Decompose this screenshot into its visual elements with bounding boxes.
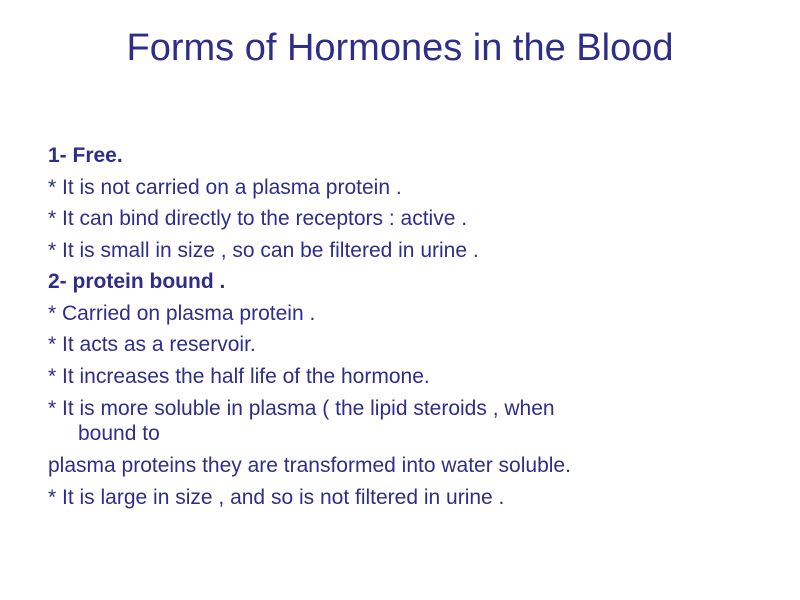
bullet-line-continuation: bound to	[78, 422, 160, 445]
slide-body	[48, 140, 768, 513]
plain-line: plasma proteins they are transformed into water soluble.	[48, 454, 571, 477]
bullet-line: * Carried on plasma protein .	[48, 301, 316, 325]
bullet-line: * It is large in size , and so is not filtered in urine .	[48, 485, 505, 509]
bullet-line: * It acts as a reservoir.	[48, 333, 256, 356]
bullet-line-wrapped	[48, 396, 768, 446]
section-heading-protein-bound: 2- protein bound .	[48, 270, 226, 293]
bullet-line-text: * It is more soluble in plasma ( the lipid steroids , when	[48, 397, 555, 420]
bullet-line: * It increases the half life of the hormone.	[48, 364, 430, 388]
bullet-line: * It is small in size , so can be filtered in urine .	[48, 238, 479, 262]
section-heading-free: 1- Free.	[48, 144, 123, 167]
slide-title: Forms of Hormones in the Blood	[126, 27, 674, 69]
bullet-line: * It is not carried on a plasma protein .	[48, 175, 402, 199]
bullet-line: * It can bind directly to the receptors : active .	[48, 207, 468, 230]
